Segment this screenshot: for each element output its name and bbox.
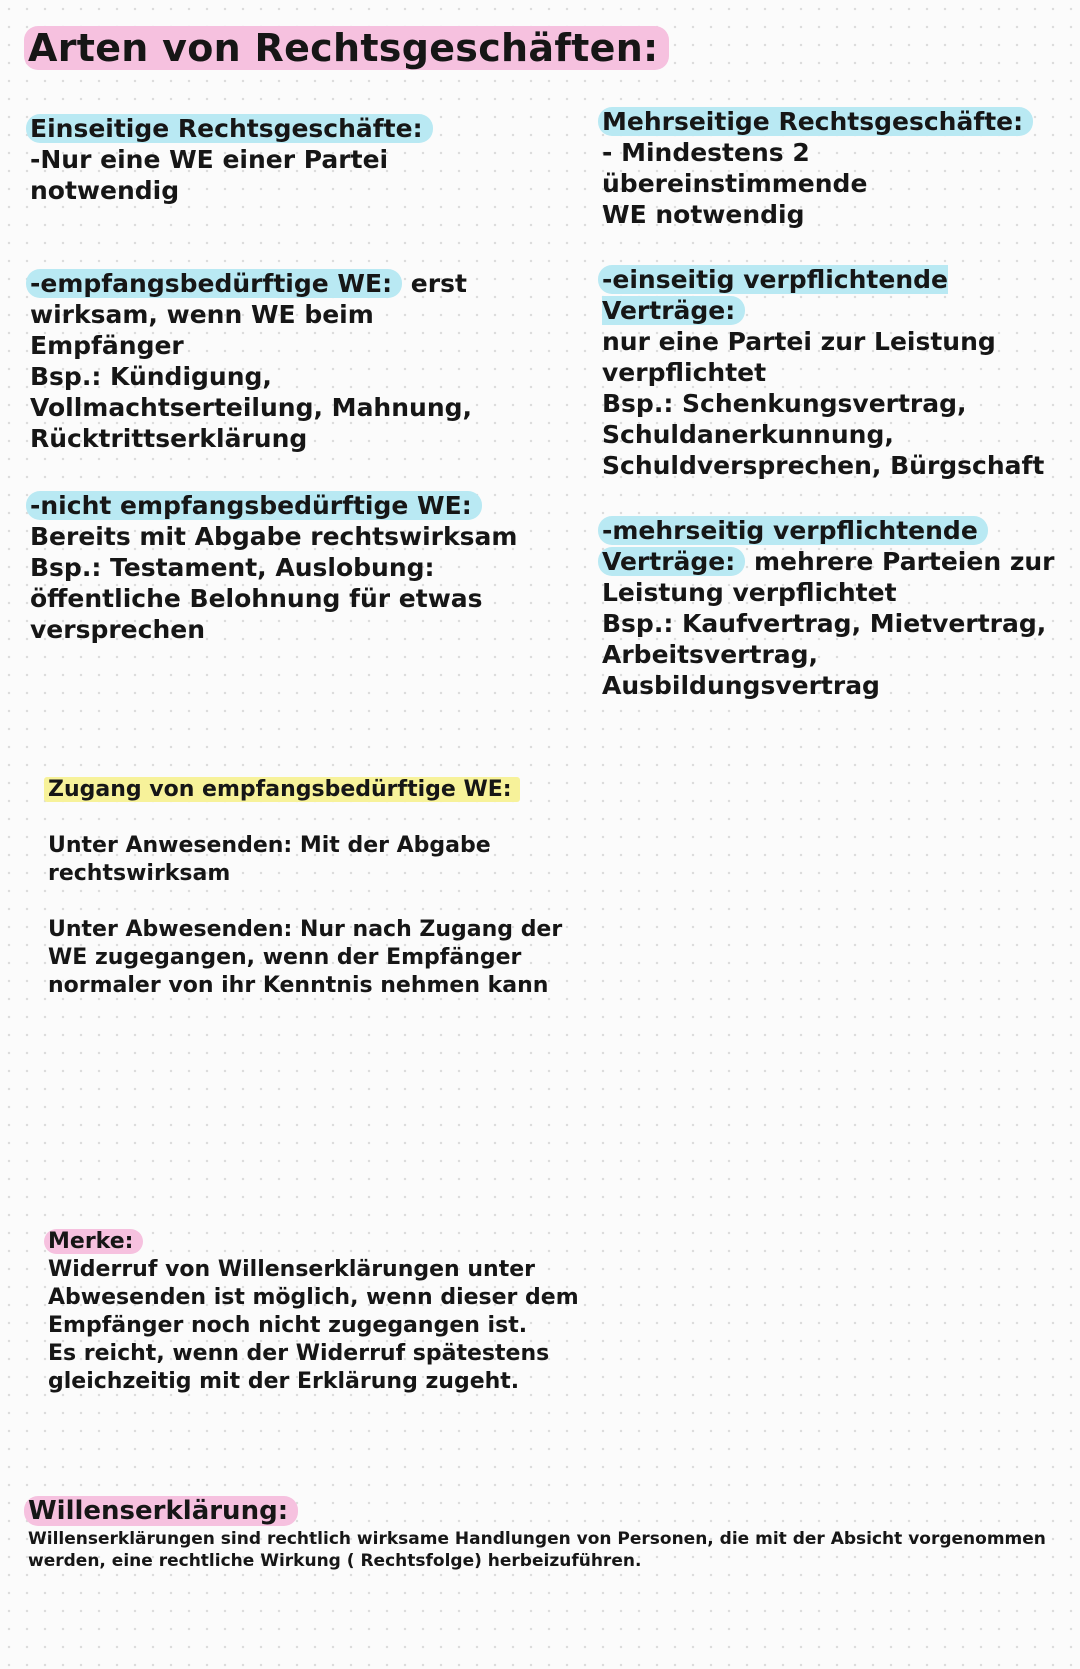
- einseitige-heading: Einseitige Rechtsgeschäfte:: [26, 114, 433, 143]
- empfangsbeduerftige-line-3: Vollmachtserteilung, Mahnung,: [30, 393, 473, 422]
- nicht-empfangsbeduerftige-we-section: [30, 490, 530, 645]
- zugang-section: [48, 776, 568, 1000]
- nicht-empfangsbeduerftige-line-0: Bereits mit Abgabe rechtswirksam: [30, 522, 518, 551]
- willenserklaerung-heading: Willenserklärung:: [24, 1496, 298, 1526]
- zugang-abwesende-line-1: WE zugegangen, wenn der Empfänger: [48, 945, 522, 970]
- einseitig-verpflichtende-heading: -einseitig verpflichtende Verträge:: [598, 265, 948, 325]
- mehrseitig-verpflichtende-vertraege-section: [602, 515, 1072, 701]
- mehrseitig-verpflichtende-line-3: Arbeitsvertrag,: [602, 640, 819, 669]
- einseitig-verpflichtende-line-4: Schuldversprechen, Bürgschaft: [602, 451, 1045, 480]
- mehrseitige-rechtsgeschaefte-section: [602, 106, 1062, 230]
- nicht-empfangsbeduerftige-line-2: öffentliche Belohnung für etwas: [30, 584, 483, 613]
- mehrseitige-line-1: WE notwendig: [602, 200, 805, 229]
- empfangsbeduerftige-line-1: wirksam, wenn WE beim Empfänger: [30, 300, 374, 360]
- empfangsbeduerftige-we-section: [30, 268, 530, 454]
- zugang-anwesende-line-1: rechtswirksam: [48, 861, 231, 886]
- willenserklaerung-line-1: werden, eine rechtliche Wirkung ( Rechtsfolge) herbeizuführen.: [28, 1551, 642, 1571]
- einseitig-verpflichtende-line-0: nur eine Partei zur Leistung: [602, 327, 996, 356]
- merke-line-0: Widerruf von Willenserklärungen unter: [48, 1257, 535, 1282]
- einseitig-verpflichtende-line-1: verpflichtet: [602, 358, 767, 387]
- mehrseitig-verpflichtende-line-1: Leistung verpflichtet: [602, 578, 897, 607]
- empfangsbeduerftige-line-2: Bsp.: Kündigung,: [30, 362, 272, 391]
- empfangsbeduerftige-heading: -empfangsbedürftige WE:: [26, 269, 402, 298]
- merke-line-3: Es reicht, wenn der Widerruf spätestens: [48, 1341, 550, 1366]
- nicht-empfangsbeduerftige-line-3: versprechen: [30, 615, 206, 644]
- mehrseitige-line-0: - Mindestens 2 übereinstimmende: [602, 138, 868, 198]
- page-title: [28, 26, 669, 70]
- merke-line-1: Abwesenden ist möglich, wenn dieser dem: [48, 1285, 579, 1310]
- einseitige-text: -Nur eine WE einer Partei notwendig: [30, 145, 389, 205]
- mehrseitige-heading: Mehrseitige Rechtsgeschäfte:: [598, 107, 1033, 136]
- mehrseitig-verpflichtende-line-4: Ausbildungsvertrag: [602, 671, 880, 700]
- nicht-empfangsbeduerftige-heading: -nicht empfangsbedürftige WE:: [26, 491, 482, 520]
- mehrseitig-verpflichtende-heading-line2: Verträge:: [598, 547, 745, 576]
- einseitig-verpflichtende-vertraege-section: [602, 264, 1072, 481]
- willenserklaerung-line-0: Willenserklärungen sind rechtlich wirksame Handlungen von Personen, die mit der Absicht vorgenommen: [28, 1529, 1046, 1549]
- willenserklaerung-section: [28, 1494, 1058, 1572]
- mehrseitig-verpflichtende-line-0: mehrere Parteien zur: [745, 547, 1055, 576]
- page-title-block: [28, 26, 669, 70]
- merke-line-2: Empfänger noch nicht zugegangen ist.: [48, 1313, 528, 1338]
- zugang-anwesende-line-0: Unter Anwesenden: Mit der Abgabe: [48, 833, 491, 858]
- page-title-text: Arten von Rechtsgeschäften:: [24, 26, 669, 70]
- merke-section: [48, 1228, 588, 1396]
- einseitig-verpflichtende-line-3: Schuldanerkunnung,: [602, 420, 894, 449]
- merke-line-4: gleichzeitig mit der Erklärung zugeht.: [48, 1369, 520, 1394]
- nicht-empfangsbeduerftige-line-1: Bsp.: Testament, Auslobung:: [30, 553, 435, 582]
- mehrseitig-verpflichtende-line-2: Bsp.: Kaufvertrag, Mietvertrag,: [602, 609, 1047, 638]
- empfangsbeduerftige-line-0: erst: [402, 269, 467, 298]
- mehrseitig-verpflichtende-heading-line1: -mehrseitig verpflichtende: [598, 516, 988, 545]
- empfangsbeduerftige-line-4: Rücktrittserklärung: [30, 424, 308, 453]
- merke-heading: Merke:: [44, 1229, 143, 1254]
- zugang-heading: Zugang von empfangsbedürftige WE:: [44, 777, 520, 802]
- zugang-abwesende-line-0: Unter Abwesenden: Nur nach Zugang der: [48, 917, 563, 942]
- einseitig-verpflichtende-line-2: Bsp.: Schenkungsvertrag,: [602, 389, 967, 418]
- einseitige-rechtsgeschaefte-section: [30, 113, 530, 206]
- zugang-abwesende-line-2: normaler von ihr Kenntnis nehmen kann: [48, 973, 549, 998]
